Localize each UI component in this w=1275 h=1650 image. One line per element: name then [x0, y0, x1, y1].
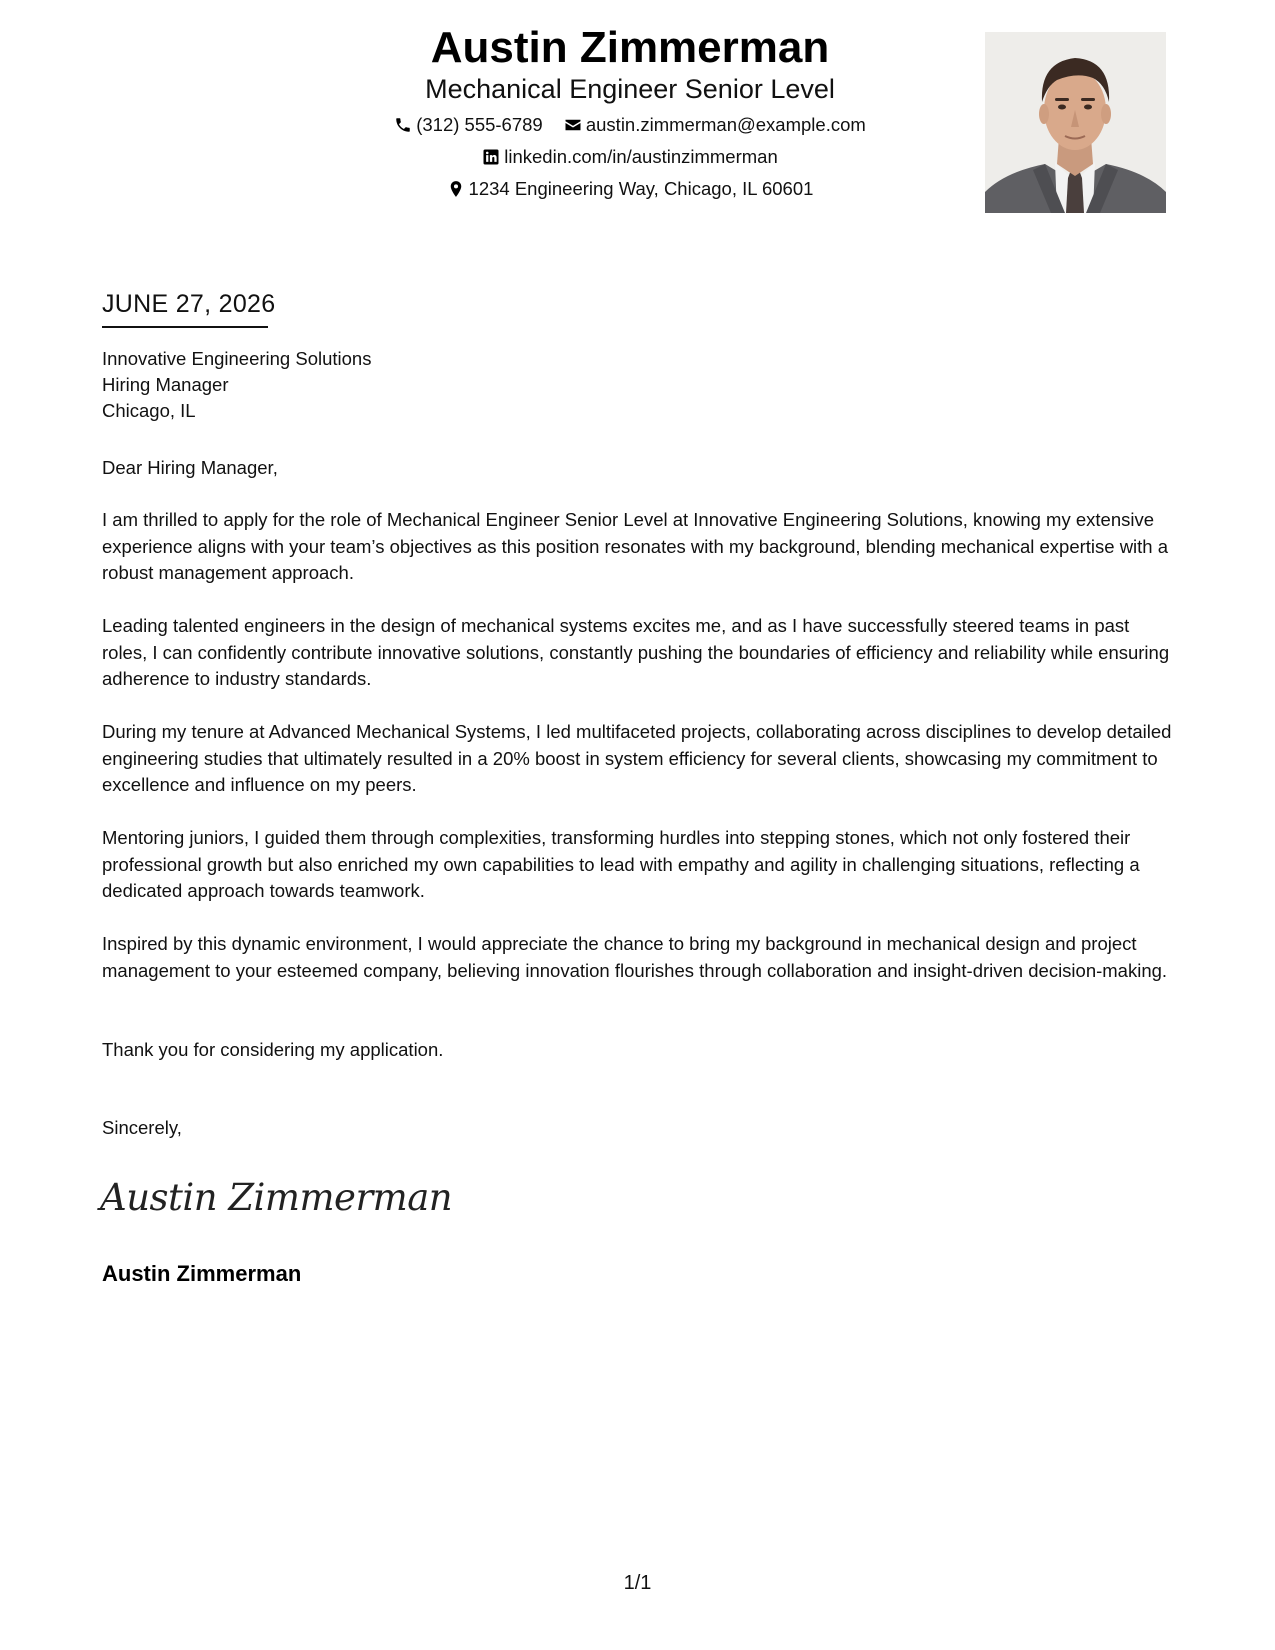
street-address: 1234 Engineering Way, Chicago, IL 60601: [468, 178, 814, 199]
date-underline: [102, 326, 268, 328]
body-paragraph: Mentoring juniors, I guided them through complexities, transforming hurdles into stepping stones, which not only fostered their professional growth but also enriched my own capabilities to lead with empathy and agility in challenging situations, reflecting a dedicated approach towards teamwork.: [102, 827, 1140, 901]
letter-header: [0, 0, 1275, 230]
address-contact: [447, 177, 814, 201]
email-address: austin.zimmerman@example.com: [585, 114, 866, 135]
recipient-block: [102, 346, 371, 424]
phone-contact[interactable]: [394, 113, 543, 137]
envelope-icon: [564, 116, 582, 134]
profile-photo: [985, 32, 1166, 213]
linkedin-icon: [482, 148, 500, 166]
signature-text: Austin Zimmerman: [100, 1176, 453, 1219]
recipient-company: Innovative Engineering Solutions: [102, 348, 372, 369]
letter-date: JUNE 27, 2026: [102, 290, 276, 318]
signed-name: Austin Zimmerman: [102, 1261, 302, 1286]
map-marker-icon: [447, 180, 465, 198]
page-number: 1/1: [623, 1572, 652, 1594]
closing-line: Sincerely,: [102, 1117, 182, 1138]
body-paragraph: Leading talented engineers in the design of mechanical systems excites me, and as I have successfully steered teams in past roles, I can confidently contribute innovative solutions, constantly pushing the boundaries of efficiency and reliability while ensuring adherence to industry standards.: [102, 615, 1170, 689]
linkedin-contact[interactable]: [482, 145, 778, 169]
body-paragraph: I am thrilled to apply for the role of Mechanical Engineer Senior Level at Innovative Engineering Solutions, knowing my extensive experience aligns with your team’s objectives as this position resonates with my background, blending mechanical expertise with a robust management approach.: [102, 509, 1169, 583]
body-paragraph: During my tenure at Advanced Mechanical Systems, I led multifaceted projects, collaborating across disciplines to develop detailed engineering studies that ultimately resulted in a 20% boost in system efficiency for several clients, showcasing my commitment to excellence and influence on my peers.: [102, 721, 1172, 795]
recipient-location: Chicago, IL: [102, 400, 196, 421]
body-paragraph: Inspired by this dynamic environment, I would appreciate the chance to bring my background in mechanical design and project management to your esteemed company, believing innovation flourishes through collaboration and insight-driven decision-making.: [102, 933, 1168, 981]
applicant-name: Austin Zimmerman: [430, 23, 830, 72]
salutation: Dear Hiring Manager,: [102, 457, 278, 478]
email-contact[interactable]: [564, 113, 866, 137]
handwritten-signature: [100, 1168, 453, 1228]
linkedin-url: linkedin.com/in/austinzimmerman: [504, 146, 778, 167]
body-paragraph: Thank you for considering my application.: [102, 1039, 444, 1060]
portrait-illustration: [985, 32, 1166, 213]
applicant-title: Mechanical Engineer Senior Level: [425, 74, 835, 104]
phone-icon: [394, 116, 412, 134]
recipient-contact: Hiring Manager: [102, 374, 229, 395]
phone-number: (312) 555-6789: [416, 114, 543, 135]
